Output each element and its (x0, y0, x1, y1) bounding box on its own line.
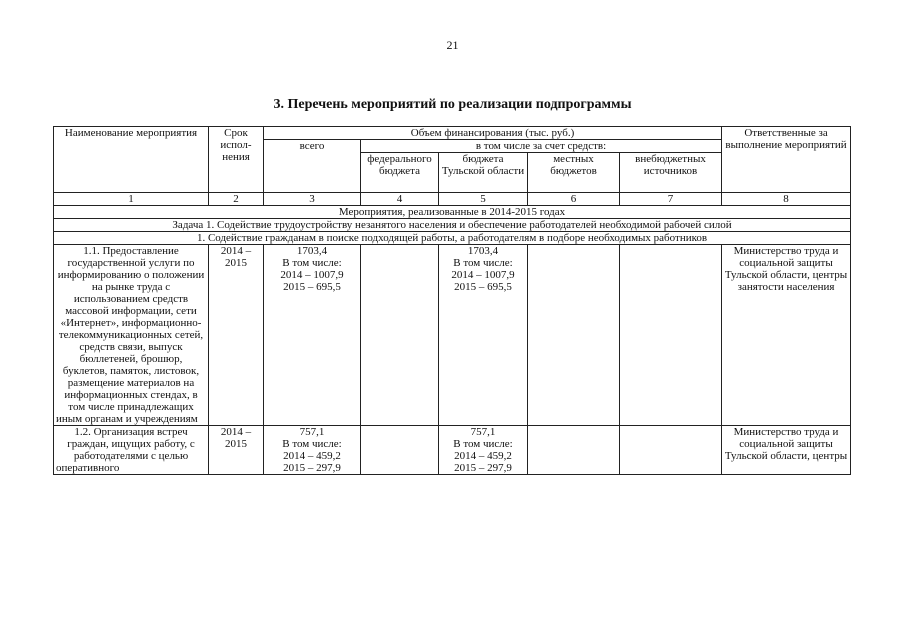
column-number: 5 (439, 193, 528, 206)
activity-local (528, 245, 620, 426)
header-term: Срок испол-нения (209, 127, 264, 193)
header-federal: федерального бюджета (361, 153, 439, 193)
header-total: всего (264, 140, 361, 193)
table-row (54, 426, 851, 475)
page-number: 21 (446, 38, 459, 52)
header-funding: Объем финансирования (тыс. руб.) (264, 127, 722, 140)
activity-regional: 1703,4 В том числе: 2014 – 1007,9 2015 – 695,5 (439, 245, 528, 426)
column-number: 7 (620, 193, 722, 206)
task-heading: Задача 1. Содействие трудоустройству незанятого населения и обеспечение работодателей необходимой рабочей силой (54, 219, 851, 232)
activity-local (528, 426, 620, 475)
activity-responsible: Министерство труда и социальной защиты Тульской области, центры занятости населения (722, 245, 851, 426)
activity-name: 1.1. Предоставление государственной услуги по информированию о положении на рынке труда с использованием средств массовой информации, сети «Интернет», информационно-телекоммуникационных сетей, средств связи, выпуск бюллетеней, брошюр, буклетов, памяток, листовок, размещение материалов на информационных стендах, в том числе принадлежащих иным органам и учреждениям (54, 245, 209, 426)
header-responsible: Ответственные за выполнение мероприятий (722, 127, 851, 193)
table-row (54, 245, 851, 426)
activity-extra (620, 245, 722, 426)
column-numbers-row (54, 193, 851, 206)
column-number: 2 (209, 193, 264, 206)
column-number: 3 (264, 193, 361, 206)
activity-federal (361, 426, 439, 475)
column-number: 6 (528, 193, 620, 206)
activity-name: 1.2. Организация встреч граждан, ищущих работу, с работодателями с целью оперативного (54, 426, 209, 475)
header-extra: внебюджетных источников (620, 153, 722, 193)
activity-term: 2014 – 2015 (209, 245, 264, 426)
column-number: 1 (54, 193, 209, 206)
activity-responsible: Министерство труда и социальной защиты Тульской области, центры (722, 426, 851, 475)
subsection-heading: 1. Содействие гражданам в поиске подходящей работы, а работодателям в подборе необходимых работников (54, 232, 851, 245)
activity-extra (620, 426, 722, 475)
section-heading: Мероприятия, реализованные в 2014-2015 годах (54, 206, 851, 219)
header-including: в том числе за счет средств: (361, 140, 722, 153)
activity-total: 1703,4 В том числе: 2014 – 1007,9 2015 – 695,5 (264, 245, 361, 426)
header-name: Наименование мероприятия (54, 127, 209, 193)
column-number: 8 (722, 193, 851, 206)
column-number: 4 (361, 193, 439, 206)
document-title: 3. Перечень мероприятий по реализации подпрограммы (273, 97, 632, 112)
header-local: местных бюджетов (528, 153, 620, 193)
activity-term: 2014 – 2015 (209, 426, 264, 475)
activity-federal (361, 245, 439, 426)
activity-total: 757,1 В том числе: 2014 – 459,2 2015 – 297,9 (264, 426, 361, 475)
activity-regional: 757,1 В том числе: 2014 – 459,2 2015 – 297,9 (439, 426, 528, 475)
header-regional: бюджета Тульской области (439, 153, 528, 193)
activities-table (53, 126, 851, 475)
